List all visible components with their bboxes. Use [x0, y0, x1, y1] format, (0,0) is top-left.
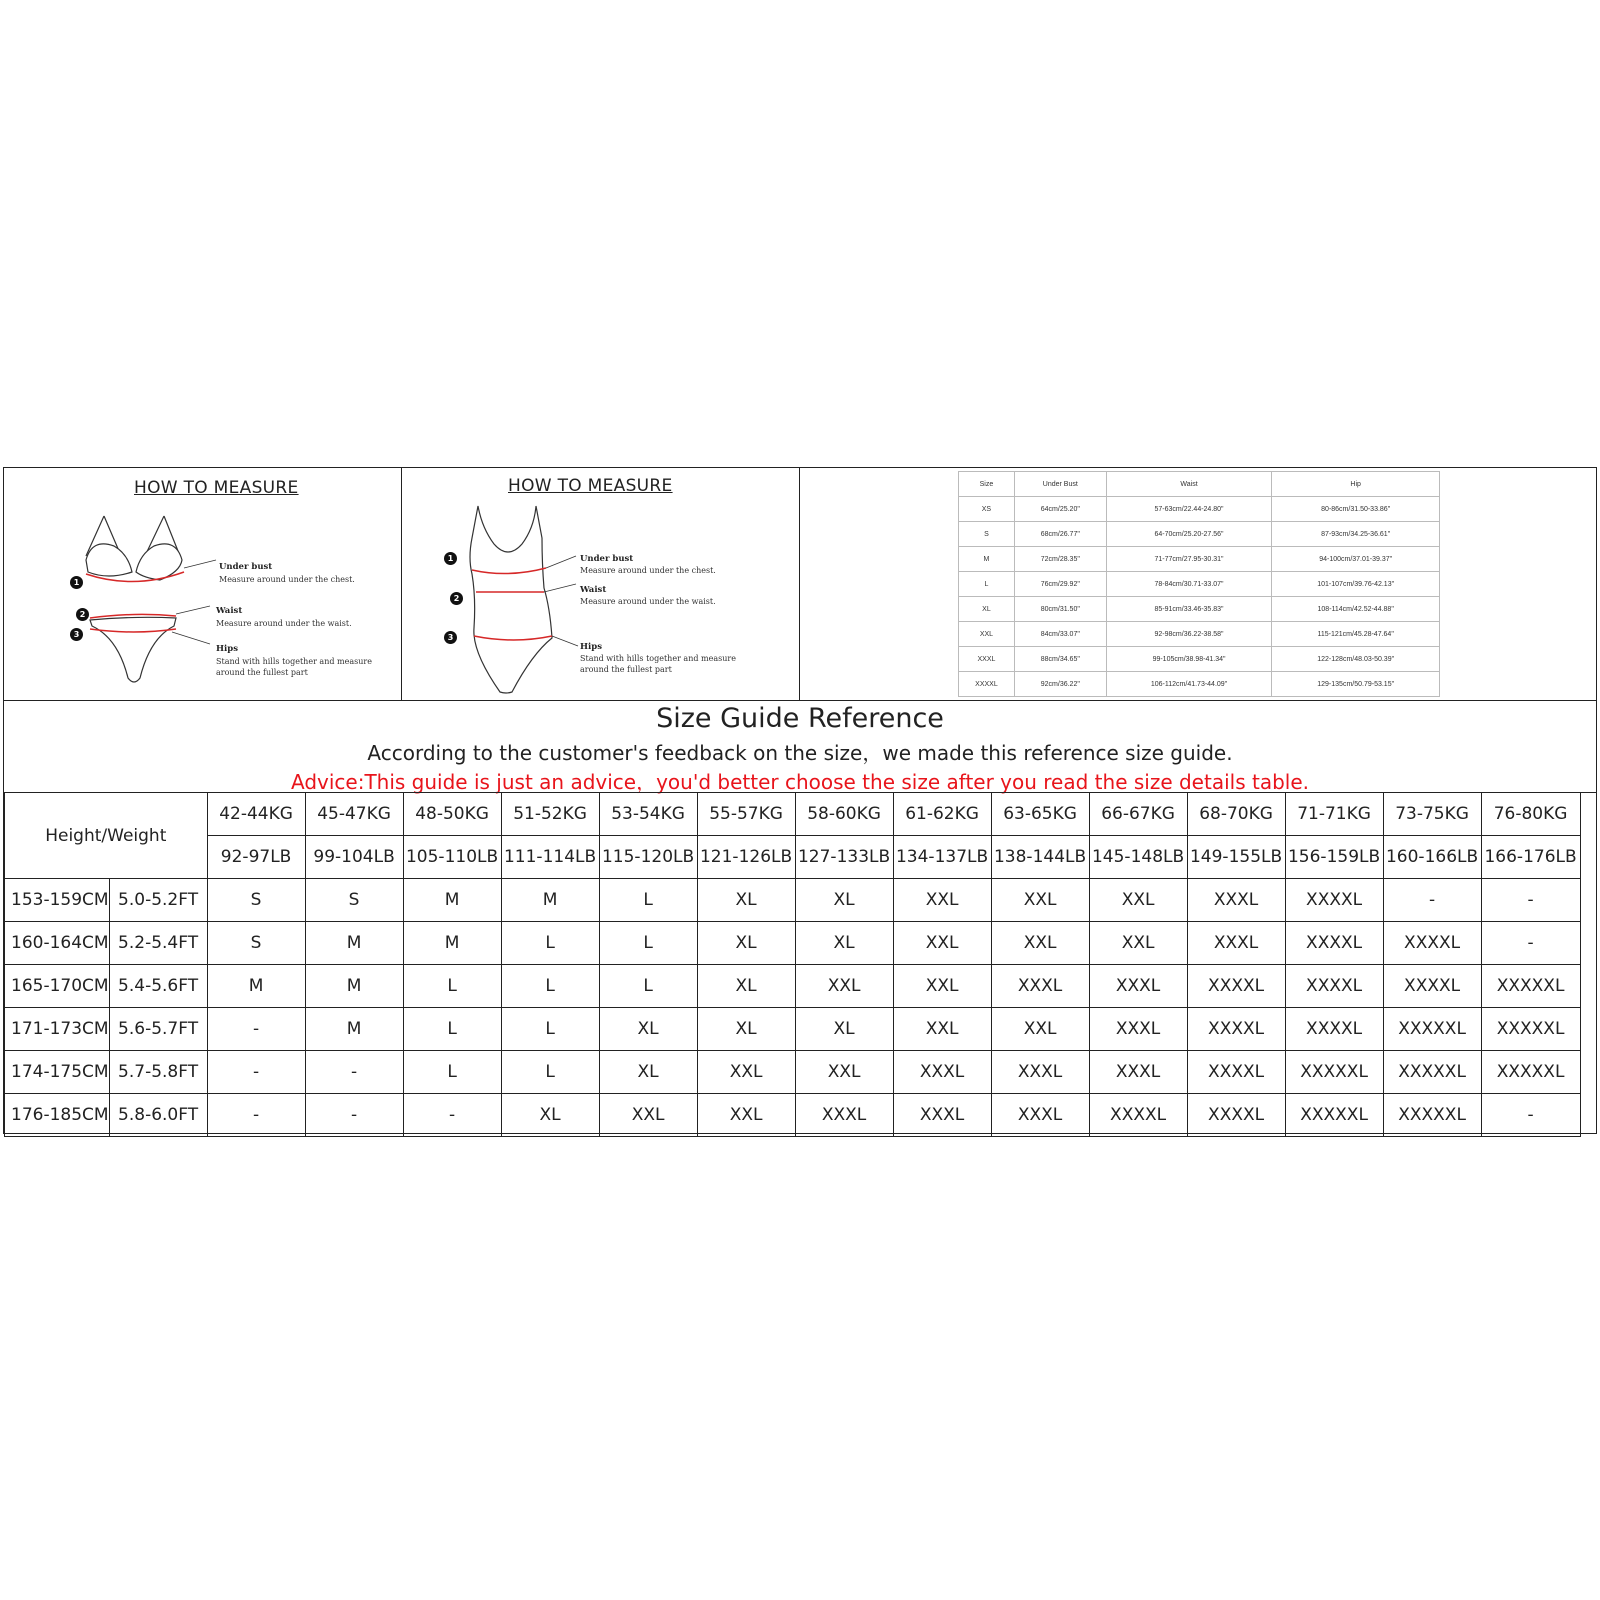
kg-header-cell: 42-44KG [207, 793, 305, 836]
size-row [5, 1094, 1581, 1137]
marker-1: 1 [444, 552, 457, 565]
measurement-cell: 122-128cm/48.03-50.39" [1272, 647, 1440, 672]
size-cell: XXXXL [1383, 922, 1481, 965]
size-cell: L [599, 879, 697, 922]
size-row [5, 922, 1581, 965]
measurement-cell: 88cm/34.65" [1014, 647, 1106, 672]
size-cell: L [501, 1008, 599, 1051]
label-under-bust: Under bust [580, 554, 634, 564]
measure-row [4, 468, 1596, 701]
size-cell: - [1383, 879, 1481, 922]
height-cm-cell: 171-173CM [5, 1008, 110, 1051]
measurement-cell: 76cm/29.92" [1014, 572, 1106, 597]
header-waist: Waist [1106, 472, 1272, 497]
size-cell: XXL [1089, 879, 1187, 922]
size-cell: L [599, 965, 697, 1008]
size-cell: - [305, 1051, 403, 1094]
size-cell: XXXL [1089, 965, 1187, 1008]
measurement-cell: 101-107cm/39.76-42.13" [1272, 572, 1440, 597]
kg-header-cell: 45-47KG [305, 793, 403, 836]
lb-header-cell: 115-120LB [599, 836, 697, 879]
kg-header-cell: 66-67KG [1089, 793, 1187, 836]
kg-header-cell: 53-54KG [599, 793, 697, 836]
size-cell: M [403, 879, 501, 922]
size-cell: XXXXXL [1285, 1051, 1383, 1094]
size-cell: M [403, 922, 501, 965]
kg-header-cell: 63-65KG [991, 793, 1089, 836]
measurement-cell: 64cm/25.20" [1014, 497, 1106, 522]
size-cell: XXXXL [1285, 922, 1383, 965]
label-under-bust-desc: Measure around under the chest. [580, 566, 716, 575]
size-cell: XXXL [991, 1051, 1089, 1094]
size-cell: L [501, 965, 599, 1008]
size-guide-table [4, 792, 1581, 1137]
label-under-bust-desc: Measure around under the chest. [219, 575, 355, 584]
measurement-cell: 85-91cm/33.46-35.83" [1106, 597, 1272, 622]
size-cell: L [599, 922, 697, 965]
height-cm-cell: 153-159CM [5, 879, 110, 922]
size-row [5, 1051, 1581, 1094]
marker-3: 3 [444, 631, 457, 644]
kg-header-row [5, 793, 1581, 836]
measurement-cell: 84cm/33.07" [1014, 622, 1106, 647]
size-cell: XXL [893, 1008, 991, 1051]
size-cell: XL [795, 879, 893, 922]
measurement-cell: XXXL [959, 647, 1015, 672]
label-hips: Hips [580, 642, 602, 652]
size-cell: XXXL [1089, 1051, 1187, 1094]
size-cell: XXL [893, 922, 991, 965]
size-cell: M [305, 1008, 403, 1051]
size-cell: XL [697, 922, 795, 965]
size-cell: - [305, 1094, 403, 1137]
measurement-cell: S [959, 522, 1015, 547]
size-cell: XXXXL [1285, 879, 1383, 922]
lb-header-cell: 127-133LB [795, 836, 893, 879]
measurement-row [959, 547, 1440, 572]
label-hips: Hips [216, 644, 238, 654]
size-row [5, 1008, 1581, 1051]
lb-header-cell: 92-97LB [207, 836, 305, 879]
measurement-cell: 99-105cm/38.98-41.34" [1106, 647, 1272, 672]
size-cell: XXXXL [1187, 1094, 1285, 1137]
height-ft-cell: 5.8-6.0FT [109, 1094, 207, 1137]
lb-header-cell: 149-155LB [1187, 836, 1285, 879]
size-cell: XXXXXL [1383, 1094, 1481, 1137]
size-cell: XXXXXL [1481, 1008, 1580, 1051]
measurement-table [958, 471, 1440, 697]
size-cell: XXXXXL [1481, 1051, 1580, 1094]
kg-header-cell: 68-70KG [1187, 793, 1285, 836]
measurement-cell: 64-70cm/25.20-27.56" [1106, 522, 1272, 547]
measurement-row [959, 672, 1440, 697]
size-cell: - [1481, 879, 1580, 922]
swimsuit-measure-panel [402, 468, 800, 700]
measurement-cell: 94-100cm/37.01-39.37" [1272, 547, 1440, 572]
guide-advice: Advice:This guide is just an advice，you'd better choose the size after you read the size details table. [291, 770, 1309, 794]
label-waist-desc: Measure around under the waist. [580, 597, 716, 606]
size-cell: XL [599, 1051, 697, 1094]
guide-title: Size Guide Reference [656, 703, 944, 734]
measurement-row [959, 497, 1440, 522]
header-under-bust: Under Bust [1014, 472, 1106, 497]
size-cell: XXL [1089, 922, 1187, 965]
measurement-cell: M [959, 547, 1015, 572]
label-waist-desc: Measure around under the waist. [216, 619, 352, 628]
size-cell: XL [795, 922, 893, 965]
measurement-row [959, 522, 1440, 547]
label-hips-desc: Stand with hills together and measure around the fullest part [580, 654, 736, 674]
height-ft-cell: 5.0-5.2FT [109, 879, 207, 922]
size-cell: XXXL [795, 1094, 893, 1137]
size-cell: S [305, 879, 403, 922]
size-cell: XL [795, 1008, 893, 1051]
lb-header-cell: 134-137LB [893, 836, 991, 879]
measurement-cell: 57-63cm/22.44-24.80" [1106, 497, 1272, 522]
size-cell: XXL [991, 879, 1089, 922]
size-cell: L [501, 922, 599, 965]
measurement-cell: 129-135cm/50.79-53.15" [1272, 672, 1440, 697]
measurement-cell: 78-84cm/30.71-33.07" [1106, 572, 1272, 597]
size-cell: - [207, 1094, 305, 1137]
size-guide-frame [3, 467, 1597, 1134]
measurement-row [959, 647, 1440, 672]
marker-3: 3 [70, 628, 83, 641]
measurement-cell: 106-112cm/41.73-44.09" [1106, 672, 1272, 697]
guide-heading [4, 700, 1596, 793]
size-cell: - [207, 1051, 305, 1094]
marker-2: 2 [76, 608, 89, 621]
height-ft-cell: 5.4-5.6FT [109, 965, 207, 1008]
size-cell: XXXXL [1285, 965, 1383, 1008]
size-cell: XXXXXL [1285, 1094, 1383, 1137]
size-cell: XXXXL [1187, 1008, 1285, 1051]
size-cell: XXL [795, 965, 893, 1008]
size-cell: - [1481, 922, 1580, 965]
size-cell: XXL [991, 1008, 1089, 1051]
kg-header-cell: 51-52KG [501, 793, 599, 836]
measurement-cell: 87-93cm/34.25-36.61" [1272, 522, 1440, 547]
measure-title: HOW TO MEASURE [134, 478, 299, 498]
size-cell: S [207, 922, 305, 965]
kg-header-cell: 55-57KG [697, 793, 795, 836]
measurement-cell: XL [959, 597, 1015, 622]
measurement-row [959, 572, 1440, 597]
measurement-row [959, 597, 1440, 622]
size-cell: - [403, 1094, 501, 1137]
lb-header-cell: 121-126LB [697, 836, 795, 879]
size-cell: XL [697, 965, 795, 1008]
size-cell: XXXL [1089, 1008, 1187, 1051]
height-cm-cell: 165-170CM [5, 965, 110, 1008]
size-cell: S [207, 879, 305, 922]
size-cell: XXXXL [1383, 965, 1481, 1008]
height-ft-cell: 5.7-5.8FT [109, 1051, 207, 1094]
size-cell: XL [697, 879, 795, 922]
size-cell: XXXXL [1187, 1051, 1285, 1094]
size-cell: XXXXXL [1383, 1008, 1481, 1051]
kg-header-cell: 61-62KG [893, 793, 991, 836]
kg-header-cell: 73-75KG [1383, 793, 1481, 836]
measure-title: HOW TO MEASURE [508, 476, 673, 496]
measurement-cell: XXL [959, 622, 1015, 647]
size-cell: - [207, 1008, 305, 1051]
size-cell: L [403, 1051, 501, 1094]
size-cell: M [207, 965, 305, 1008]
lb-header-cell: 145-148LB [1089, 836, 1187, 879]
size-cell: XL [697, 1008, 795, 1051]
measurement-cell: 80cm/31.50" [1014, 597, 1106, 622]
kg-header-cell: 48-50KG [403, 793, 501, 836]
measurement-cell: 72cm/28.35" [1014, 547, 1106, 572]
measurement-cell: 115-121cm/45.28-47.64" [1272, 622, 1440, 647]
size-row [5, 965, 1581, 1008]
label-waist: Waist [580, 585, 607, 595]
size-cell: XXL [893, 965, 991, 1008]
lb-header-cell: 138-144LB [991, 836, 1089, 879]
size-cell: XXXL [893, 1051, 991, 1094]
marker-1: 1 [70, 576, 83, 589]
size-cell: XL [501, 1094, 599, 1137]
size-cell: L [501, 1051, 599, 1094]
measurement-cell: 80-86cm/31.50-33.86" [1272, 497, 1440, 522]
kg-header-cell: 76-80KG [1481, 793, 1580, 836]
size-cell: XXXL [1187, 922, 1285, 965]
height-ft-cell: 5.6-5.7FT [109, 1008, 207, 1051]
lb-header-cell: 166-176LB [1481, 836, 1580, 879]
size-cell: XXL [697, 1051, 795, 1094]
size-cell: XXXL [1187, 879, 1285, 922]
measurement-cell: XS [959, 497, 1015, 522]
measurement-table-header [959, 472, 1440, 497]
size-cell: XXXL [991, 965, 1089, 1008]
measurement-cell: L [959, 572, 1015, 597]
lb-header-row [5, 836, 1581, 879]
size-cell: L [403, 965, 501, 1008]
height-cm-cell: 174-175CM [5, 1051, 110, 1094]
size-cell: M [305, 922, 403, 965]
measurement-cell: 92cm/36.22" [1014, 672, 1106, 697]
size-cell: XXL [893, 879, 991, 922]
height-cm-cell: 160-164CM [5, 922, 110, 965]
size-cell: XXL [795, 1051, 893, 1094]
lb-header-cell: 111-114LB [501, 836, 599, 879]
guide-subtitle: According to the customer's feedback on the size，we made this reference size guide. [367, 741, 1233, 765]
measurement-cell: 108-114cm/42.52-44.88" [1272, 597, 1440, 622]
size-cell: XL [599, 1008, 697, 1051]
kg-header-cell: 71-71KG [1285, 793, 1383, 836]
height-cm-cell: 176-185CM [5, 1094, 110, 1137]
size-cell: - [1481, 1094, 1580, 1137]
lb-header-cell: 160-166LB [1383, 836, 1481, 879]
header-size: Size [959, 472, 1015, 497]
lb-header-cell: 156-159LB [1285, 836, 1383, 879]
lb-header-cell: 99-104LB [305, 836, 403, 879]
lb-header-cell: 105-110LB [403, 836, 501, 879]
label-under-bust: Under bust [219, 562, 273, 572]
kg-header-cell: 58-60KG [795, 793, 893, 836]
size-cell: L [403, 1008, 501, 1051]
marker-2: 2 [450, 592, 463, 605]
header-hip: Hip [1272, 472, 1440, 497]
height-ft-cell: 5.2-5.4FT [109, 922, 207, 965]
size-cell: XXXL [991, 1094, 1089, 1137]
measurement-row [959, 622, 1440, 647]
measurement-cell: 71-77cm/27.95-30.31" [1106, 547, 1272, 572]
label-waist: Waist [216, 606, 243, 616]
corner-label: Height/Weight [5, 793, 208, 879]
size-cell: XXXXXL [1383, 1051, 1481, 1094]
measurement-cell: 68cm/26.77" [1014, 522, 1106, 547]
size-cell: XXL [991, 922, 1089, 965]
label-hips-desc: Stand with hills together and measure around the fullest part [216, 657, 372, 677]
size-cell: XXXL [893, 1094, 991, 1137]
measurement-table-panel [800, 468, 1596, 700]
size-cell: XXXXL [1187, 965, 1285, 1008]
bikini-measure-panel [4, 468, 402, 700]
size-cell: XXXXL [1285, 1008, 1383, 1051]
size-cell: M [501, 879, 599, 922]
size-row [5, 879, 1581, 922]
size-cell: XXL [697, 1094, 795, 1137]
size-cell: XXL [599, 1094, 697, 1137]
size-cell: XXXXXL [1481, 965, 1580, 1008]
size-cell: M [305, 965, 403, 1008]
measurement-cell: 92-98cm/36.22-38.58" [1106, 622, 1272, 647]
measurement-cell: XXXXL [959, 672, 1015, 697]
size-cell: XXXXL [1089, 1094, 1187, 1137]
